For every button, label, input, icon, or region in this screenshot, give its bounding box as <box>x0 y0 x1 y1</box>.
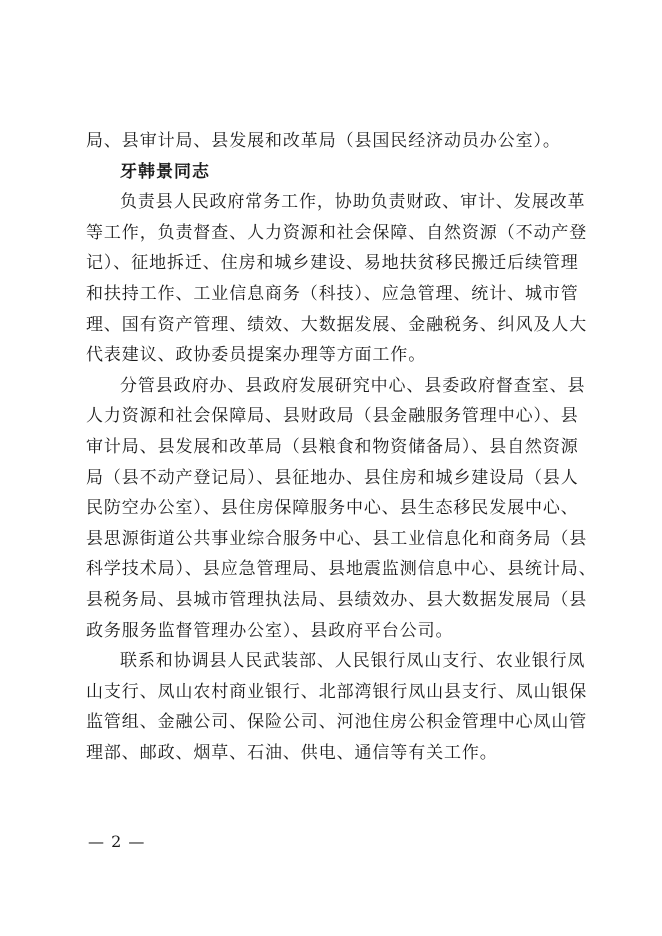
text-line: 理、国有资产管理、绩效、大数据发展、金融税务、纠风及人大 <box>86 314 588 335</box>
text-line: 民防空办公室）、县住房保障服务中心、县生态移民发展中心、 <box>86 498 579 519</box>
text-line: 负责县人民政府常务工作，协助负责财政、审计、发展改革 <box>120 192 586 213</box>
intro-paragraph <box>86 126 580 157</box>
text-line: 和扶持工作、工业信息商务（科技）、应急管理、统计、城市管 <box>86 283 579 304</box>
document-body <box>86 126 597 768</box>
text-line: 记）、征地拆迁、住房和城乡建设、易地扶贫移民搬迁后续管理 <box>86 253 579 274</box>
responsibilities-paragraph <box>86 187 588 371</box>
text-line: 政务服务监督管理办公室）、县政府平台公司。 <box>86 620 454 641</box>
text-line: 分管县政府办、县政府发展研究中心、县委政府督查室、县 <box>120 375 586 396</box>
text-line: 县税务局、县城市管理执法局、县绩效办、县大数据发展局（县 <box>86 589 588 610</box>
text-line: 审计局、县发展和改革局（县粮食和物资储备局）、县自然资源 <box>86 436 579 457</box>
page-number: — 2 — <box>88 832 146 851</box>
text-line: 局、县审计局、县发展和改革局（县国民经济动员办公室）。 <box>86 131 561 151</box>
text-line: 局（县不动产登记局）、县征地办、县住房和城乡建设局（县人 <box>86 467 579 488</box>
liaison-paragraph <box>86 646 588 768</box>
section-heading: 牙韩景同志 <box>120 161 210 182</box>
text-line: 联系和协调县人民武装部、人民银行凤山支行、农业银行凤 <box>120 651 586 672</box>
text-line: 等工作，负责督查、人力资源和社会保障、自然资源（不动产登 <box>86 222 588 243</box>
text-line: 代表建议、政协委员提案办理等方面工作。 <box>86 345 427 366</box>
text-line: 人力资源和社会保障局、县财政局（县金融服务管理中心）、县 <box>86 406 579 427</box>
text-line: 县思源街道公共事业综合服务中心、县工业信息化和商务局（县 <box>86 528 588 549</box>
text-line: 理部、邮政、烟草、石油、供电、通信等有关工作。 <box>86 742 498 763</box>
supervised-units-paragraph <box>86 371 597 646</box>
text-line: 科学技术局）、县应急管理局、县地震监测信息中心、县统计局、 <box>86 559 597 580</box>
text-line: 监管组、金融公司、保险公司、河池住房公积金管理中心凤山管 <box>86 712 588 733</box>
text-line: 山支行、凤山农村商业银行、北部湾银行凤山县支行、凤山银保 <box>86 681 588 702</box>
